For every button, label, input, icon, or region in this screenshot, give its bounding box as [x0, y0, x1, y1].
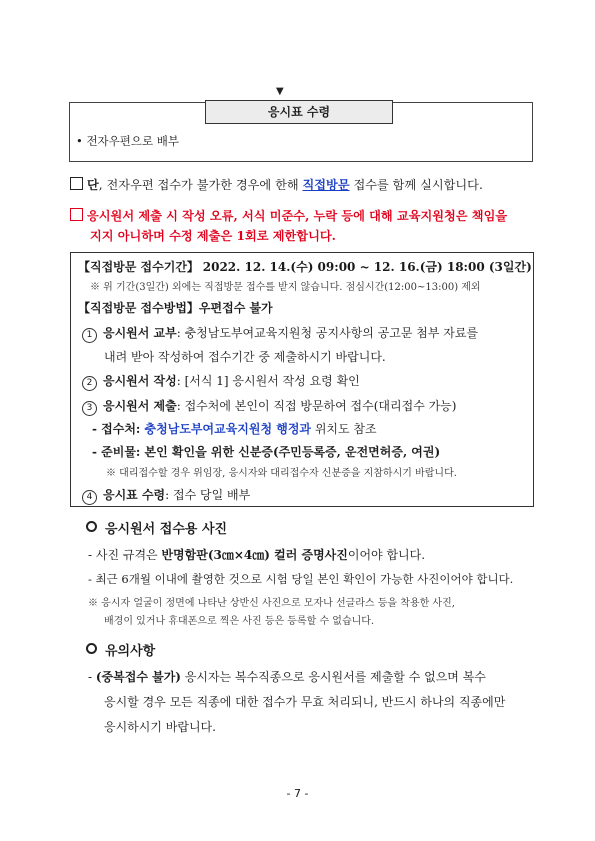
method-line: [78, 299, 273, 316]
prep-line: - 준비물: 본인 확인을 위한 신분증(주민등록증, 운전면허증, 여권): [92, 445, 441, 459]
photo-spec-line: [88, 546, 425, 563]
circle-number-icon: 2: [82, 376, 97, 391]
step-text: : 접수처에 본인이 직접 방문하여 접수(대리접수 가능): [176, 399, 457, 413]
caution-dash: -: [88, 670, 96, 684]
checkbox-square-icon: [70, 177, 83, 190]
step-text: : 접수 당일 배부: [165, 488, 251, 502]
checkbox-square-icon: [70, 208, 83, 221]
ring-bullet-icon: [86, 521, 97, 532]
caution-text-1: 응시자는 복수직종으로 응시원서를 제출할 수 없으며 복수: [180, 670, 486, 684]
step-1: [82, 324, 478, 343]
step-3: [82, 397, 456, 416]
caution-section-title: [86, 640, 155, 659]
step-title: 응시표 수령: [103, 488, 166, 502]
note-prefix: 단: [87, 178, 99, 192]
caution-bold: (중복접수 불가): [95, 670, 181, 684]
bullet-icon: •: [76, 134, 83, 148]
prep-note: ※ 대리접수할 경우 위임장, 응시자와 대리접수자 신분증을 지참하시기 바랍니다.: [106, 468, 457, 479]
circle-number-icon: 3: [82, 401, 97, 416]
step-2: [82, 372, 360, 391]
photo-note-2: 배경이 있거나 휴대폰으로 찍은 사진 등은 등록할 수 없습니다.: [104, 616, 375, 627]
ticket-text: 전자우편으로 배부: [86, 134, 179, 148]
method-value: 우편접수 불가: [198, 301, 273, 315]
place-line: [92, 420, 377, 437]
period-line: [78, 258, 532, 275]
place-label: - 접수처:: [92, 422, 145, 436]
period-value: 2022. 12. 14.(수) 09:00 ~ 12. 16.(금) 18:00 (3일간): [202, 260, 532, 274]
ticket-section-body: [76, 133, 179, 149]
circle-number-icon: 1: [82, 328, 97, 343]
caution-line-2: 응시할 경우 모든 직종에 대한 접수가 무효 처리되니, 반드시 하나의 직종에만: [104, 695, 506, 709]
period-note: ※ 위 기간(3일간) 외에는 직접방문 접수를 받지 않습니다. 점심시간(12:00~13:00) 제외: [90, 282, 481, 293]
place-value: 충청남도부여교육지원청 행정과: [144, 422, 312, 436]
page-number: - 7 -: [286, 787, 309, 800]
note-visit: [70, 176, 483, 193]
method-label: 【직접방문 접수방법】: [78, 301, 199, 315]
photo-spec-b: 반명함판(3㎝×4㎝) 컬러 증명사진: [161, 548, 348, 562]
photo-recent-line: - 최근 6개월 이내에 촬영한 것으로 시험 당일 본인 확인이 가능한 사진이어야 합니다.: [88, 572, 514, 586]
step-title: 응시원서 교부: [103, 326, 177, 340]
photo-note-1: ※ 응시자 얼굴이 정면에 나타난 상반신 사진으로 모자나 선글라스 등을 착용한 사진,: [88, 598, 455, 609]
step-4: [82, 486, 250, 505]
period-label: 【직접방문 접수기간】: [78, 260, 199, 274]
note-warning-line2: 지지 아니하며 수정 제출은 1회로 제한합니다.: [90, 229, 336, 243]
photo-section-title: [86, 518, 227, 537]
warning-text-1: 응시원서 제출 시 작성 오류, 서식 미준수, 누락 등에 대해 교육지원청은 책임을: [87, 209, 508, 223]
caution-line-3: 응시하시기 바랍니다.: [104, 720, 216, 734]
step-text: : 충청남도부여교육지원청 공지사항의 공고문 첨부 자료를: [176, 326, 479, 340]
caution-line-1: [88, 668, 486, 685]
photo-spec-c: 이어야 합니다.: [347, 548, 426, 562]
ring-bullet-icon: [86, 643, 97, 654]
note-text: , 전자우편 접수가 불가한 경우에 한해: [98, 178, 303, 192]
note-warning-line1: [70, 207, 507, 224]
down-arrow-icon: ▼: [276, 86, 284, 97]
step-1-cont: 내려 받아 작성하여 접수기간 중 제출하시기 바랍니다.: [104, 350, 386, 364]
photo-title-text: 응시원서 접수용 사진: [105, 522, 228, 537]
ticket-section-title: 응시표 수령: [205, 100, 393, 124]
step-title: 응시원서 제출: [103, 399, 177, 413]
step-text: : [서식 1] 응시원서 작성 요령 확인: [176, 374, 360, 388]
place-tail: 위치도 참조: [311, 422, 377, 436]
note-highlight: 직접방문: [302, 178, 350, 192]
note-text-2: 접수를 함께 실시합니다.: [349, 178, 483, 192]
caution-title-text: 유의사항: [105, 644, 156, 659]
circle-number-icon: 4: [82, 490, 97, 505]
step-title: 응시원서 작성: [103, 374, 177, 388]
photo-spec-a: - 사진 규격은: [88, 548, 162, 562]
